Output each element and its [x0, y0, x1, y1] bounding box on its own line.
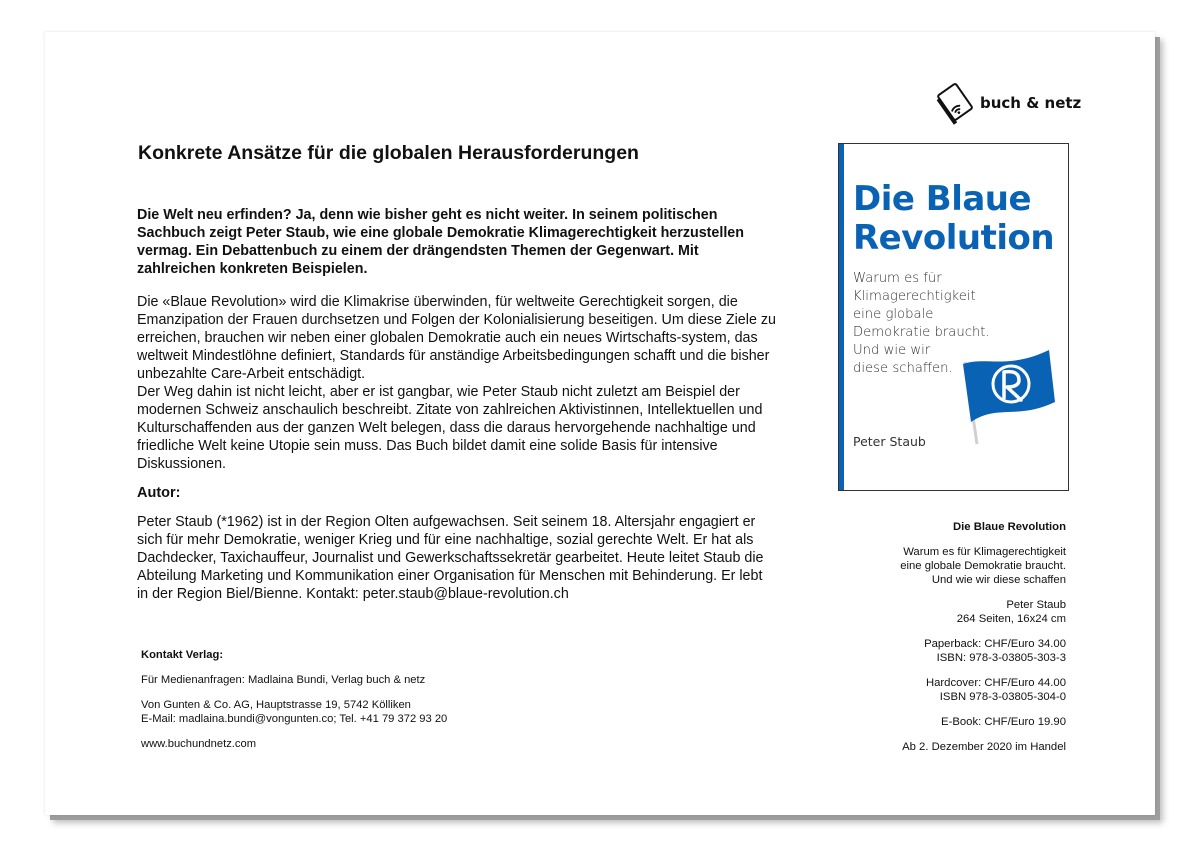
contact-media: Für Medienanfragen: Madlaina Bundi, Verlag buch & netz: [141, 674, 426, 686]
info-subtitle-line: Und wie wir diese schaffen: [931, 574, 1066, 586]
author-bio: Peter Staub (*1962) ist in der Region Olten aufgewachsen. Seit seinem 18. Altersjahr engagiert er sich für mehr Demokratie, weniger Krieg und für eine nachhaltige, sozial gerechte Welt. Er hat als Dachdecker, Taxichauffeur, Journalist und Gewerkschaftssekretär gearbeitet. Heute leitet Staub die Abteilung Marketing und Kommunikation einer Organisation für Menschen mit Behinderung. Er lebt in der Region Biel/Bienne. Kontakt: peter.staub@blaue-revolution.ch: [137, 514, 764, 602]
hardcover-price: Hardcover: CHF/Euro 44.00: [925, 677, 1066, 689]
info-subtitle-line: Warum es für Klimagerechtigkeit: [903, 546, 1066, 558]
ebook-price: E-Book: CHF/Euro 19.90: [941, 716, 1066, 728]
contact-email-tel[interactable]: E-Mail: madlaina.bundi@vongunten.co; Tel. +41 79 372 93 20: [141, 713, 448, 725]
cover-title-line: Revolution: [853, 218, 1055, 258]
info-pages: 264 Seiten, 16x24 cm: [956, 613, 1066, 625]
contact-heading: Kontakt Verlag:: [141, 649, 224, 661]
cover-subtitle-line: diese schaffen.: [853, 361, 953, 376]
book-cover: [838, 143, 1069, 491]
paperback-price: Paperback: CHF/Euro 34.00: [924, 638, 1066, 650]
info-author: Peter Staub: [1006, 599, 1066, 611]
contact-website[interactable]: www.buchundnetz.com: [141, 738, 257, 750]
info-title: Die Blaue Revolution: [953, 521, 1066, 533]
description-paragraph: Der Weg dahin ist nicht leicht, aber er ist gangbar, wie Peter Staub nicht zuletzt am Beispiel der modernen Schweiz anschaulich beschreibt. Zitate von zahlreichen Aktivistinnen, Intellektuellen und Kulturschaffenden aus der ganzen Welt belegen, dass die daraus hervorgehende nachhaltige und friedliche Welt keine Utopie sein muss. Das Buch bildet damit eine solide Basis für intensive Diskussionen.: [137, 384, 763, 472]
cover-title: [853, 180, 1054, 258]
page-title: Konkrete Ansätze für die globalen Herausforderungen: [138, 142, 639, 164]
contact-address: Von Gunten & Co. AG, Hauptstrasse 19, 5742 Kölliken: [141, 699, 411, 711]
book-info: [865, 520, 1066, 765]
cover-subtitle-line: Demokratie braucht.: [853, 325, 990, 340]
publisher-logo: [935, 80, 1082, 126]
paperback-isbn: ISBN: 978-3-03805-303-3: [936, 652, 1066, 664]
lead-paragraph: Die Welt neu erfinden? Ja, denn wie bisher geht es nicht weiter. In seinem politischen Sachbuch zeigt Peter Staub, wie eine globale Demokratie Klimagerechtigkeit herzustellen vermag. Ein Debattenbuch zu einem der drängendsten Themen der Gegenwart. Mit zahlreichen konkreten Beispielen.: [137, 207, 744, 277]
author-heading: Autor:: [137, 485, 181, 501]
flag-r-icon: [957, 344, 1057, 454]
release-date: Ab 2. Dezember 2020 im Handel: [902, 741, 1066, 753]
description-paragraph: Die «Blaue Revolution» wird die Klimakrise überwinden, für weltweite Gerechtigkeit sorgen, die Emanzipation der Frauen durchsetzen und Folgen der Kolonialisierung beseitigen. Um diese Ziele zu erreichen, brauchen wir neben einer globalen Demokratie auch ein neues Wirtschafts-system, das weltweit Mindestlöhne definiert, Standards für anständige Arbeitsbedingungen schafft und die bisher unbezahlte Care-Arbeit entschädigt.: [137, 294, 776, 382]
cover-accent-bar: [839, 144, 844, 490]
press-sheet: [45, 32, 1155, 815]
book-wifi-icon: [935, 80, 979, 126]
logo-text: buch & netz: [980, 94, 1082, 112]
publisher-contact: [141, 648, 521, 762]
cover-subtitle-line: Klimagerechtigkeit: [853, 289, 976, 304]
cover-subtitle-line: eine globale: [853, 307, 934, 322]
cover-title-line: Die Blaue: [853, 179, 1032, 219]
cover-subtitle-line: Warum es für: [853, 271, 942, 286]
info-subtitle-line: eine globale Demokratie braucht.: [900, 560, 1066, 572]
cover-author: Peter Staub: [853, 434, 926, 449]
hardcover-isbn: ISBN 978-3-03805-304-0: [939, 691, 1066, 703]
cover-subtitle-line: Und wie wir: [853, 343, 931, 358]
description: [137, 293, 777, 473]
